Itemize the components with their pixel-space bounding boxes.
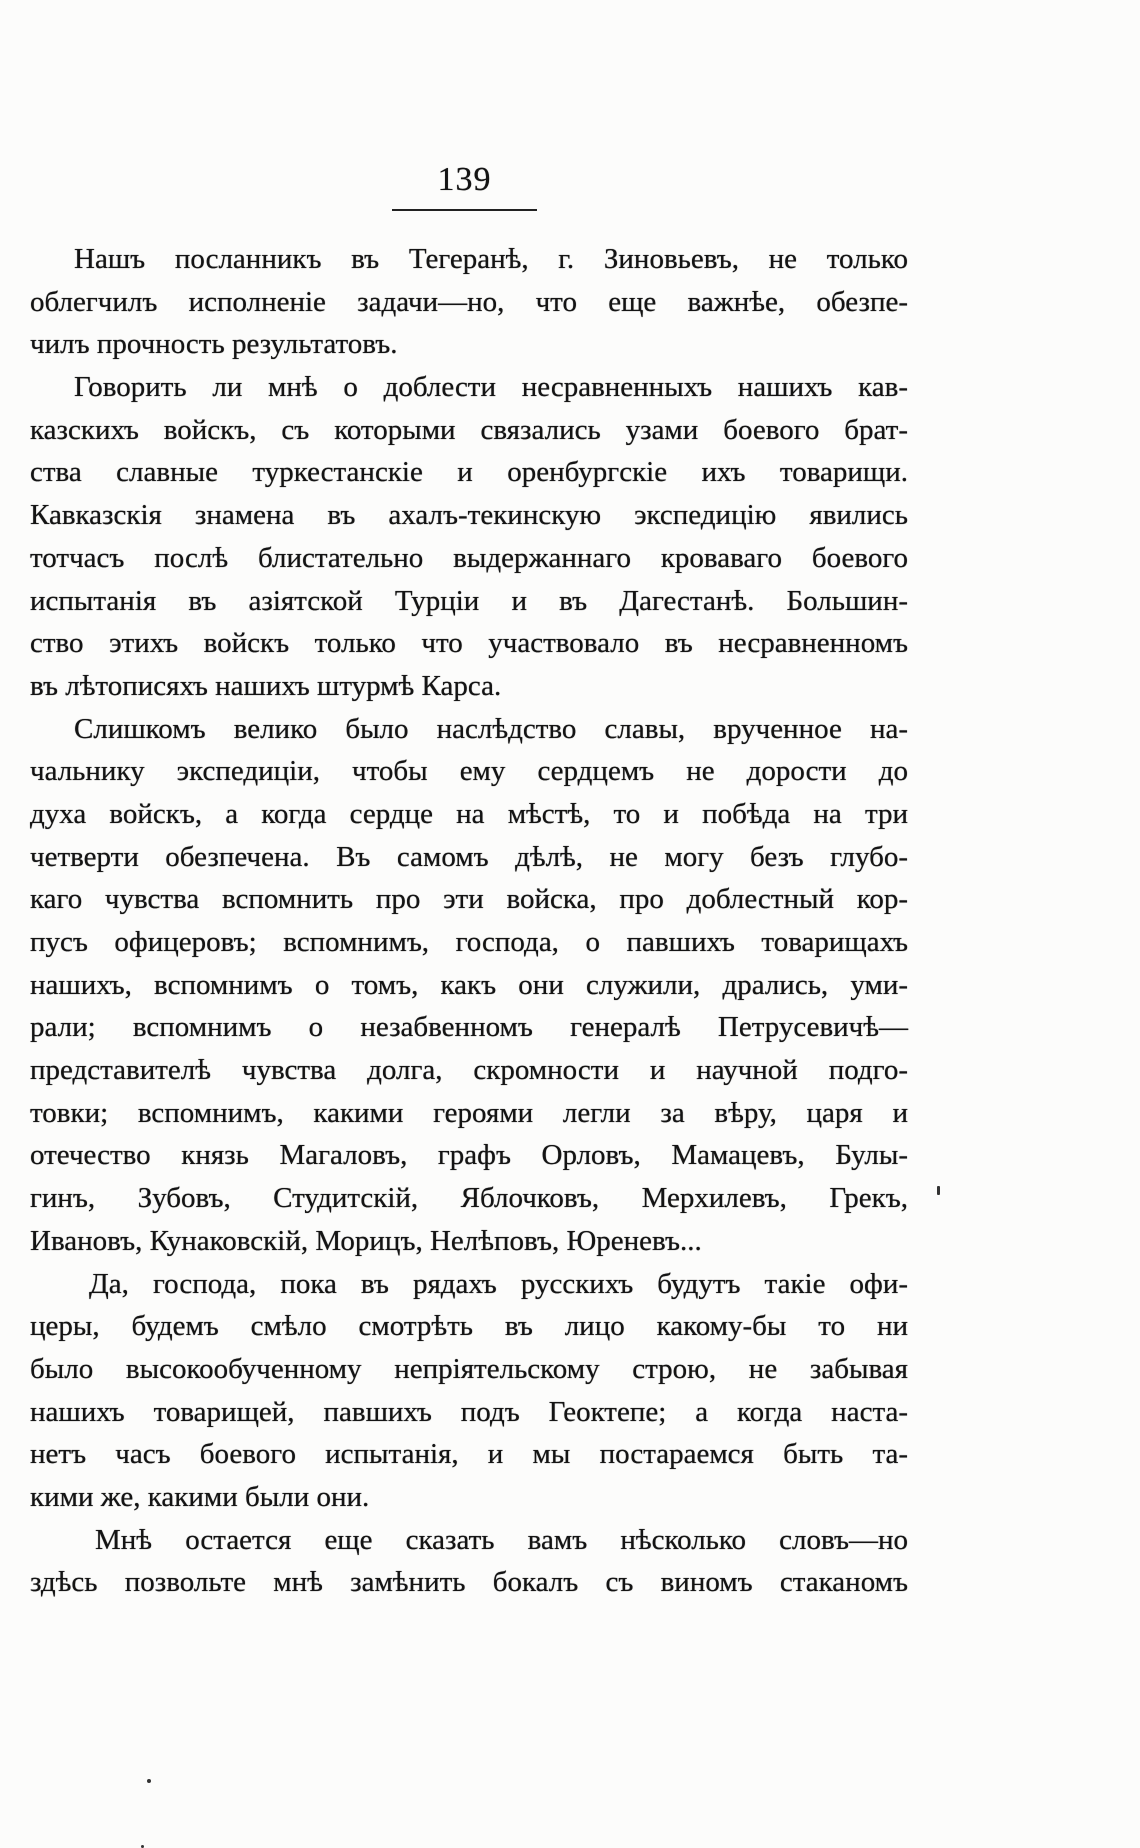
text-line: тотчасъ послѣ блистательно выдержаннаго кроваваго боевого	[30, 541, 908, 574]
paragraph	[30, 1519, 908, 1604]
text-line: испытанія въ азіятской Турціи и въ Дагестанѣ. Большин-	[30, 584, 908, 617]
text-line: было высокообученному непріятельскому строю, не забывая	[30, 1352, 908, 1385]
text-line: въ лѣтописяхъ нашихъ штурмѣ Карса.	[30, 669, 502, 702]
text-line: кими же, какими были они.	[30, 1480, 370, 1513]
text-line: представителѣ чувства долга, скромности и научной подго-	[30, 1054, 908, 1087]
text-line: товки; вспомнимъ, какими героями легли за вѣру, царя и	[30, 1096, 908, 1129]
text-line: каго чувства вспомнить про эти войска, про доблестный кор-	[30, 883, 908, 916]
text-line: Да, господа, пока въ рядахъ русскихъ будутъ такіе офи-	[89, 1267, 908, 1300]
paragraph	[30, 366, 908, 708]
text-line: Кавказскія знамена въ ахалъ-текинскую экспедицію явились	[30, 499, 908, 532]
text-line: отечество князь Магаловъ, графъ Орловъ, Мамацевъ, Булы-	[30, 1139, 908, 1172]
paragraph	[30, 238, 908, 366]
scan-speck	[147, 1779, 151, 1783]
text-line: гинъ, Зубовъ, Студитскій, Яблочковъ, Мерхилевъ, Грекъ,	[30, 1182, 908, 1215]
paragraph	[30, 708, 908, 1263]
text-line: Слишкомъ велико было наслѣдство славы, врученное на-	[74, 712, 908, 745]
text-line: облегчилъ исполненіе задачи—но, что еще важнѣе, обезпе-	[30, 285, 908, 318]
text-line: здѣсь позвольте мнѣ замѣнить бокалъ съ виномъ стаканомъ	[30, 1566, 908, 1599]
text-line: казскихъ войскъ, съ которыми связались узами боевого брат-	[30, 413, 908, 446]
page-number-rule	[392, 209, 537, 211]
text-line: духа войскъ, а когда сердце на мѣстѣ, то и побѣда на три	[30, 797, 908, 830]
text-line: Мнѣ остается еще сказать вамъ нѣсколько словъ—но	[95, 1523, 908, 1556]
text-line: рали; вспомнимъ о незабвенномъ генералѣ Петрусевичѣ—	[30, 1011, 908, 1044]
text-line: нашихъ товарищей, павшихъ подъ Геоктепе; а когда наста-	[30, 1395, 908, 1428]
text-line: нетъ часъ боевого испытанія, и мы постараемся быть та-	[30, 1438, 908, 1471]
text-line: чальнику экспедиціи, чтобы ему сердцемъ не дорости до	[30, 755, 908, 788]
text-line: нашихъ, вспомнимъ о томъ, какъ они служили, дрались, уми-	[30, 968, 908, 1001]
text-line: Нашъ посланникъ въ Тегеранѣ, г. Зиновьевъ, не только	[74, 243, 908, 275]
text-line: ства славные туркестанскіе и оренбургскіе ихъ товарищи.	[30, 456, 908, 489]
text-line: церы, будемъ смѣло смотрѣть въ лицо какому-бы то ни	[30, 1310, 908, 1343]
scan-speck	[937, 1186, 940, 1195]
paragraph	[30, 1263, 908, 1519]
text-line: чилъ прочность результатовъ.	[30, 328, 398, 361]
text-line: четверти обезпечена. Въ самомъ дѣлѣ, не могу безъ глубо-	[30, 840, 908, 873]
page-number: 139	[437, 161, 492, 198]
text-line: пусъ офицеровъ; вспомнимъ, господа, о павшихъ товарищахъ	[30, 926, 908, 958]
text-line: Говорить ли мнѣ о доблести несравненныхъ нашихъ кав-	[74, 371, 908, 404]
text-line: ство этихъ войскъ только что участвовало въ несравненномъ	[30, 627, 908, 660]
body-text	[30, 238, 908, 1604]
text-line: Ивановъ, Кунаковскій, Морицъ, Нелѣповъ, Юреневъ...	[30, 1224, 702, 1257]
